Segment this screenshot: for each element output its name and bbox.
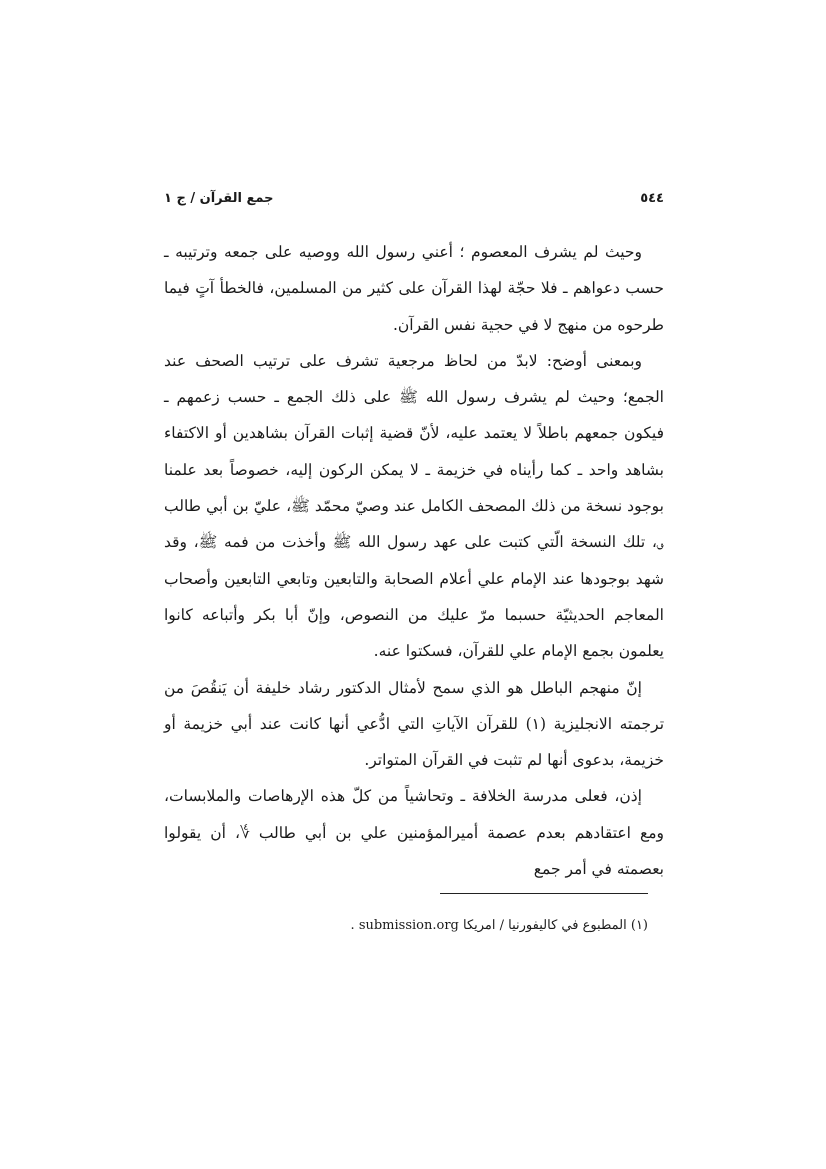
paragraph: إنّ منهجم الباطل هو الذي سمح لأمثال الدكتور رشاد خليفة أن يَنقُصَ من ترجمته الانجليزية (١) للقرآن الآياتِ التي ادُّعي أنها كانت عند أبي خزيمة أو خزيمة، بدعوى أنها لم تثبت في القرآن المتواتر. [164,678,665,770]
paragraph: وحيث لم يشرف المعصوم ؛ أعني رسول الله ووصيه على جمعه وترتيبه ـ حسب دعواهم ـ فلا حجّة لهذا القرآن على كثير من المسلمين، فالخطأ آتٍ فيما طرحوه من منهج لا في حجية نفس القرآن. [164,243,664,334]
page-header [164,186,664,210]
footnote-separator [440,893,648,894]
paragraph: إذن، فعلى مدرسة الخلافة ـ وتحاشياً من كلّ هذه الإرهاصات والملابسات، ومع اعتقادهم بعدم عصمة أميرالمؤمنين علي بن أبي طالب ؇، أن يقولوا بعصمته في أمر جمع [164,787,664,879]
footnote-end: . [350,918,355,933]
running-title: جمع القرآن / ج ١ [164,190,274,206]
page-number: ٥٤٤ [640,190,664,206]
footnote [164,915,648,937]
footnote-text: (١) المطبوع في كاليفورنيا / امريكا [463,918,648,933]
footnote-site: submission.org [358,918,459,933]
body-text [164,234,664,887]
paragraph: وبمعنى أوضح: لابدّ من لحاظ مرجعية تشرف على ترتيب الصحف عند الجمع؛ وحيث لم يشرف رسول الله ﷺ على ذلك الجمع ـ حسب زعمهم ـ فيكون جمعهم باطلاً لا يعتمد عليه، لأنّ قضية إثبات القرآن بشاهدين أو الاكتفاء بشاهد واحد ـ كما رأيناه في خزيمة ـ لا يمكن الركون إليه، خصوصاً بعد علمنا بوجود نسخة من ذلك المصحف الكامل عند وصيّ محمّد ﷺ، عليّ بن أبي طالب ؈، تلك النسخة الّتي كتبت على عهد رسول الله ﷺ وأخذت من فمه ﷺ، وقد شهد بوجودها عند الإمام علي أعلام الصحابة والتابعين وتابعي التابعين وأصحاب المعاجم الحديثيّة حسبما مرّ عليك من النصوص، وإنّ أبا بكر وأتباعه كانوا يعلمون بجمع الإمام علي للقرآن، فسكتوا عنه. [164,351,664,661]
